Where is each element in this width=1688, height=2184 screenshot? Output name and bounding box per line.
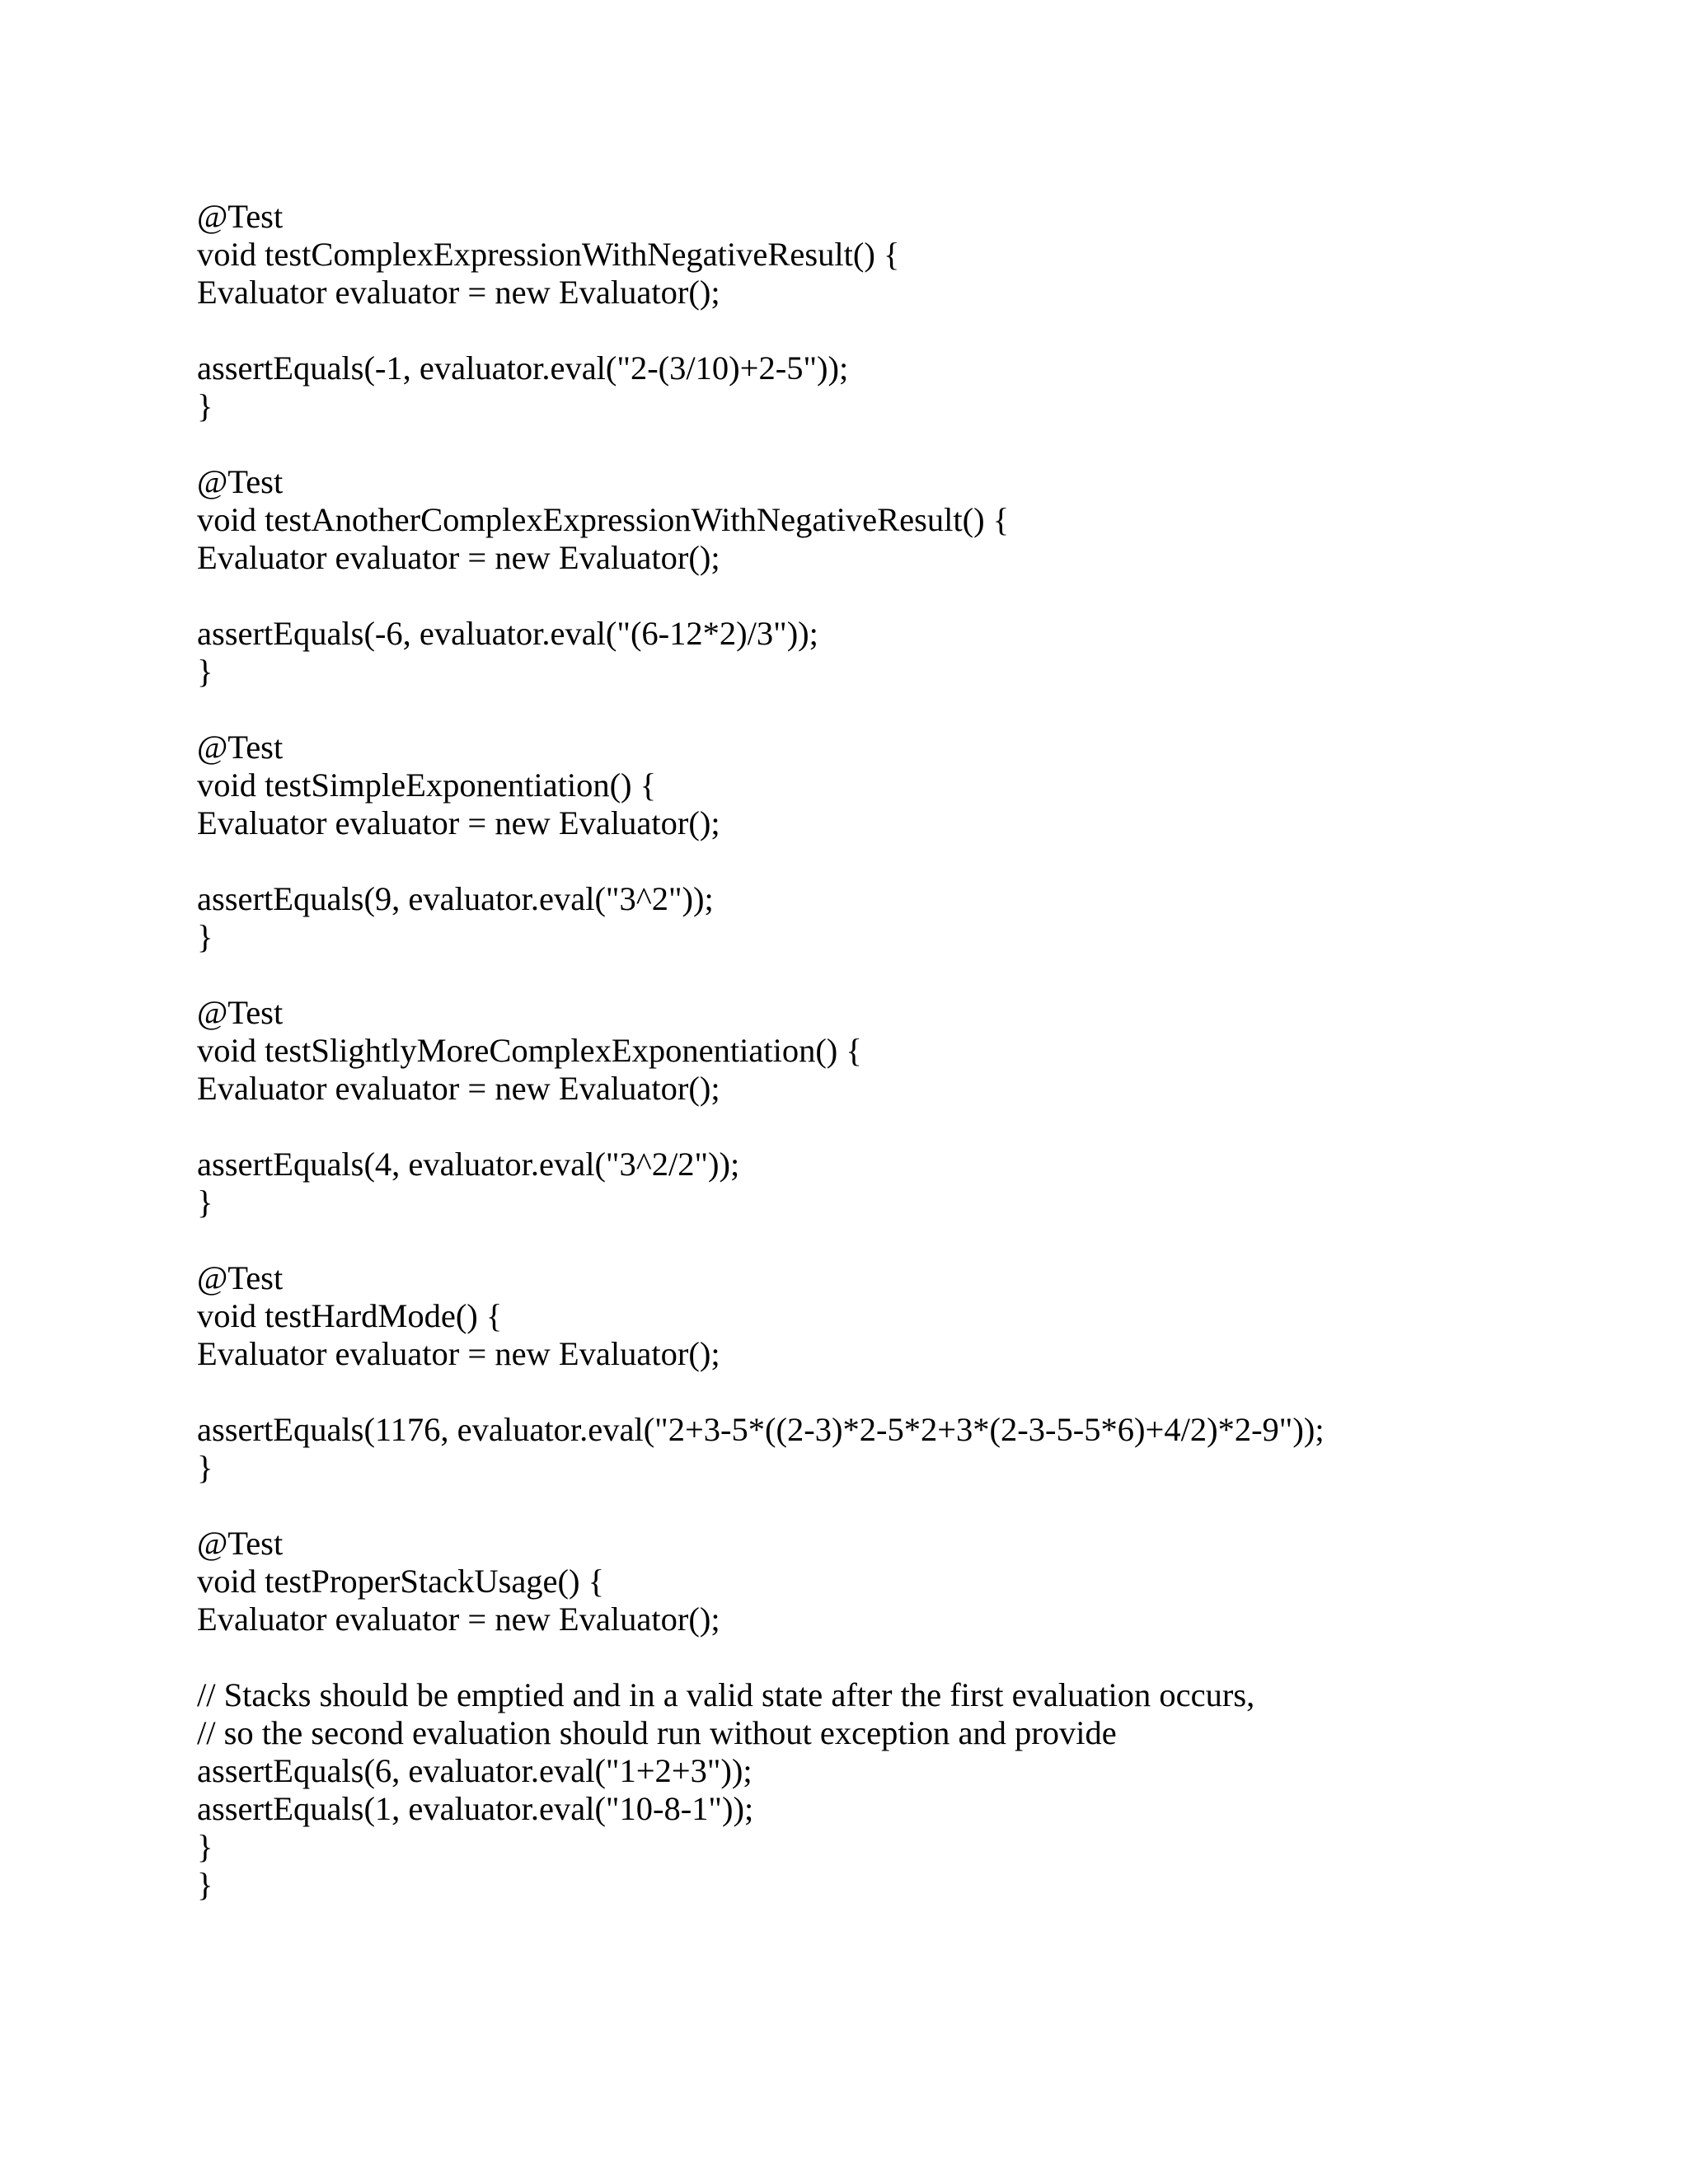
- annotation-line: @Test: [197, 1259, 284, 1296]
- code-line: Evaluator evaluator = new Evaluator();: [197, 539, 720, 576]
- method-signature: void testComplexExpressionWithNegativeResult() {: [197, 236, 900, 273]
- code-line: Evaluator evaluator = new Evaluator();: [197, 1070, 720, 1107]
- blank-line: [197, 842, 1648, 880]
- blank-line: [197, 956, 1648, 994]
- comment-line: // Stacks should be emptied and in a valid state after the first evaluation occurs,: [197, 1676, 1255, 1713]
- assert-line: assertEquals(9, evaluator.eval("3^2"));: [197, 880, 714, 917]
- closing-brace: }: [197, 1828, 213, 1865]
- code-line: Evaluator evaluator = new Evaluator();: [197, 1335, 720, 1372]
- annotation-line: @Test: [197, 994, 284, 1031]
- closing-brace: }: [197, 918, 213, 955]
- blank-line: [197, 1487, 1648, 1525]
- comment-line: // so the second evaluation should run without exception and provide: [197, 1714, 1117, 1751]
- assert-line: assertEquals(-1, evaluator.eval("2-(3/10)+2-5"));: [197, 349, 849, 387]
- annotation-line: @Test: [197, 198, 284, 235]
- annotation-line: @Test: [197, 729, 284, 766]
- annotation-line: @Test: [197, 1525, 284, 1562]
- code-line: Evaluator evaluator = new Evaluator();: [197, 804, 720, 841]
- blank-line: [197, 691, 1648, 729]
- method-signature: void testAnotherComplexExpressionWithNegativeResult() {: [197, 501, 1010, 538]
- blank-line: [197, 425, 1648, 463]
- blank-line: [197, 1373, 1648, 1411]
- method-signature: void testSimpleExponentiation() {: [197, 766, 657, 804]
- assert-line: assertEquals(1, evaluator.eval("10-8-1"));: [197, 1790, 754, 1827]
- method-signature: void testHardMode() {: [197, 1297, 503, 1334]
- closing-brace: }: [197, 1183, 213, 1221]
- blank-line: [197, 312, 1648, 349]
- method-signature: void testSlightlyMoreComplexExponentiation() {: [197, 1032, 862, 1069]
- closing-brace: }: [197, 653, 213, 690]
- blank-line: [197, 1108, 1648, 1146]
- code-line: Evaluator evaluator = new Evaluator();: [197, 1601, 720, 1638]
- closing-brace: }: [197, 1866, 213, 1903]
- blank-line: [197, 1221, 1648, 1259]
- blank-line: [197, 577, 1648, 615]
- blank-line: [197, 1638, 1648, 1676]
- assert-line: assertEquals(4, evaluator.eval("3^2/2"));: [197, 1146, 740, 1183]
- method-signature: void testProperStackUsage() {: [197, 1563, 605, 1600]
- assert-line: assertEquals(1176, evaluator.eval("2+3-5*((2-3)*2-5*2+3*(2-3-5-5*6)+4/2)*2-9"));: [197, 1411, 1325, 1448]
- closing-brace: }: [197, 387, 213, 424]
- assert-line: assertEquals(-6, evaluator.eval("(6-12*2)/3"));: [197, 615, 818, 652]
- assert-line: assertEquals(6, evaluator.eval("1+2+3"));: [197, 1752, 753, 1789]
- code-listing: [197, 198, 1648, 1904]
- code-line: Evaluator evaluator = new Evaluator();: [197, 274, 720, 311]
- annotation-line: @Test: [197, 463, 284, 500]
- closing-brace: }: [197, 1449, 213, 1486]
